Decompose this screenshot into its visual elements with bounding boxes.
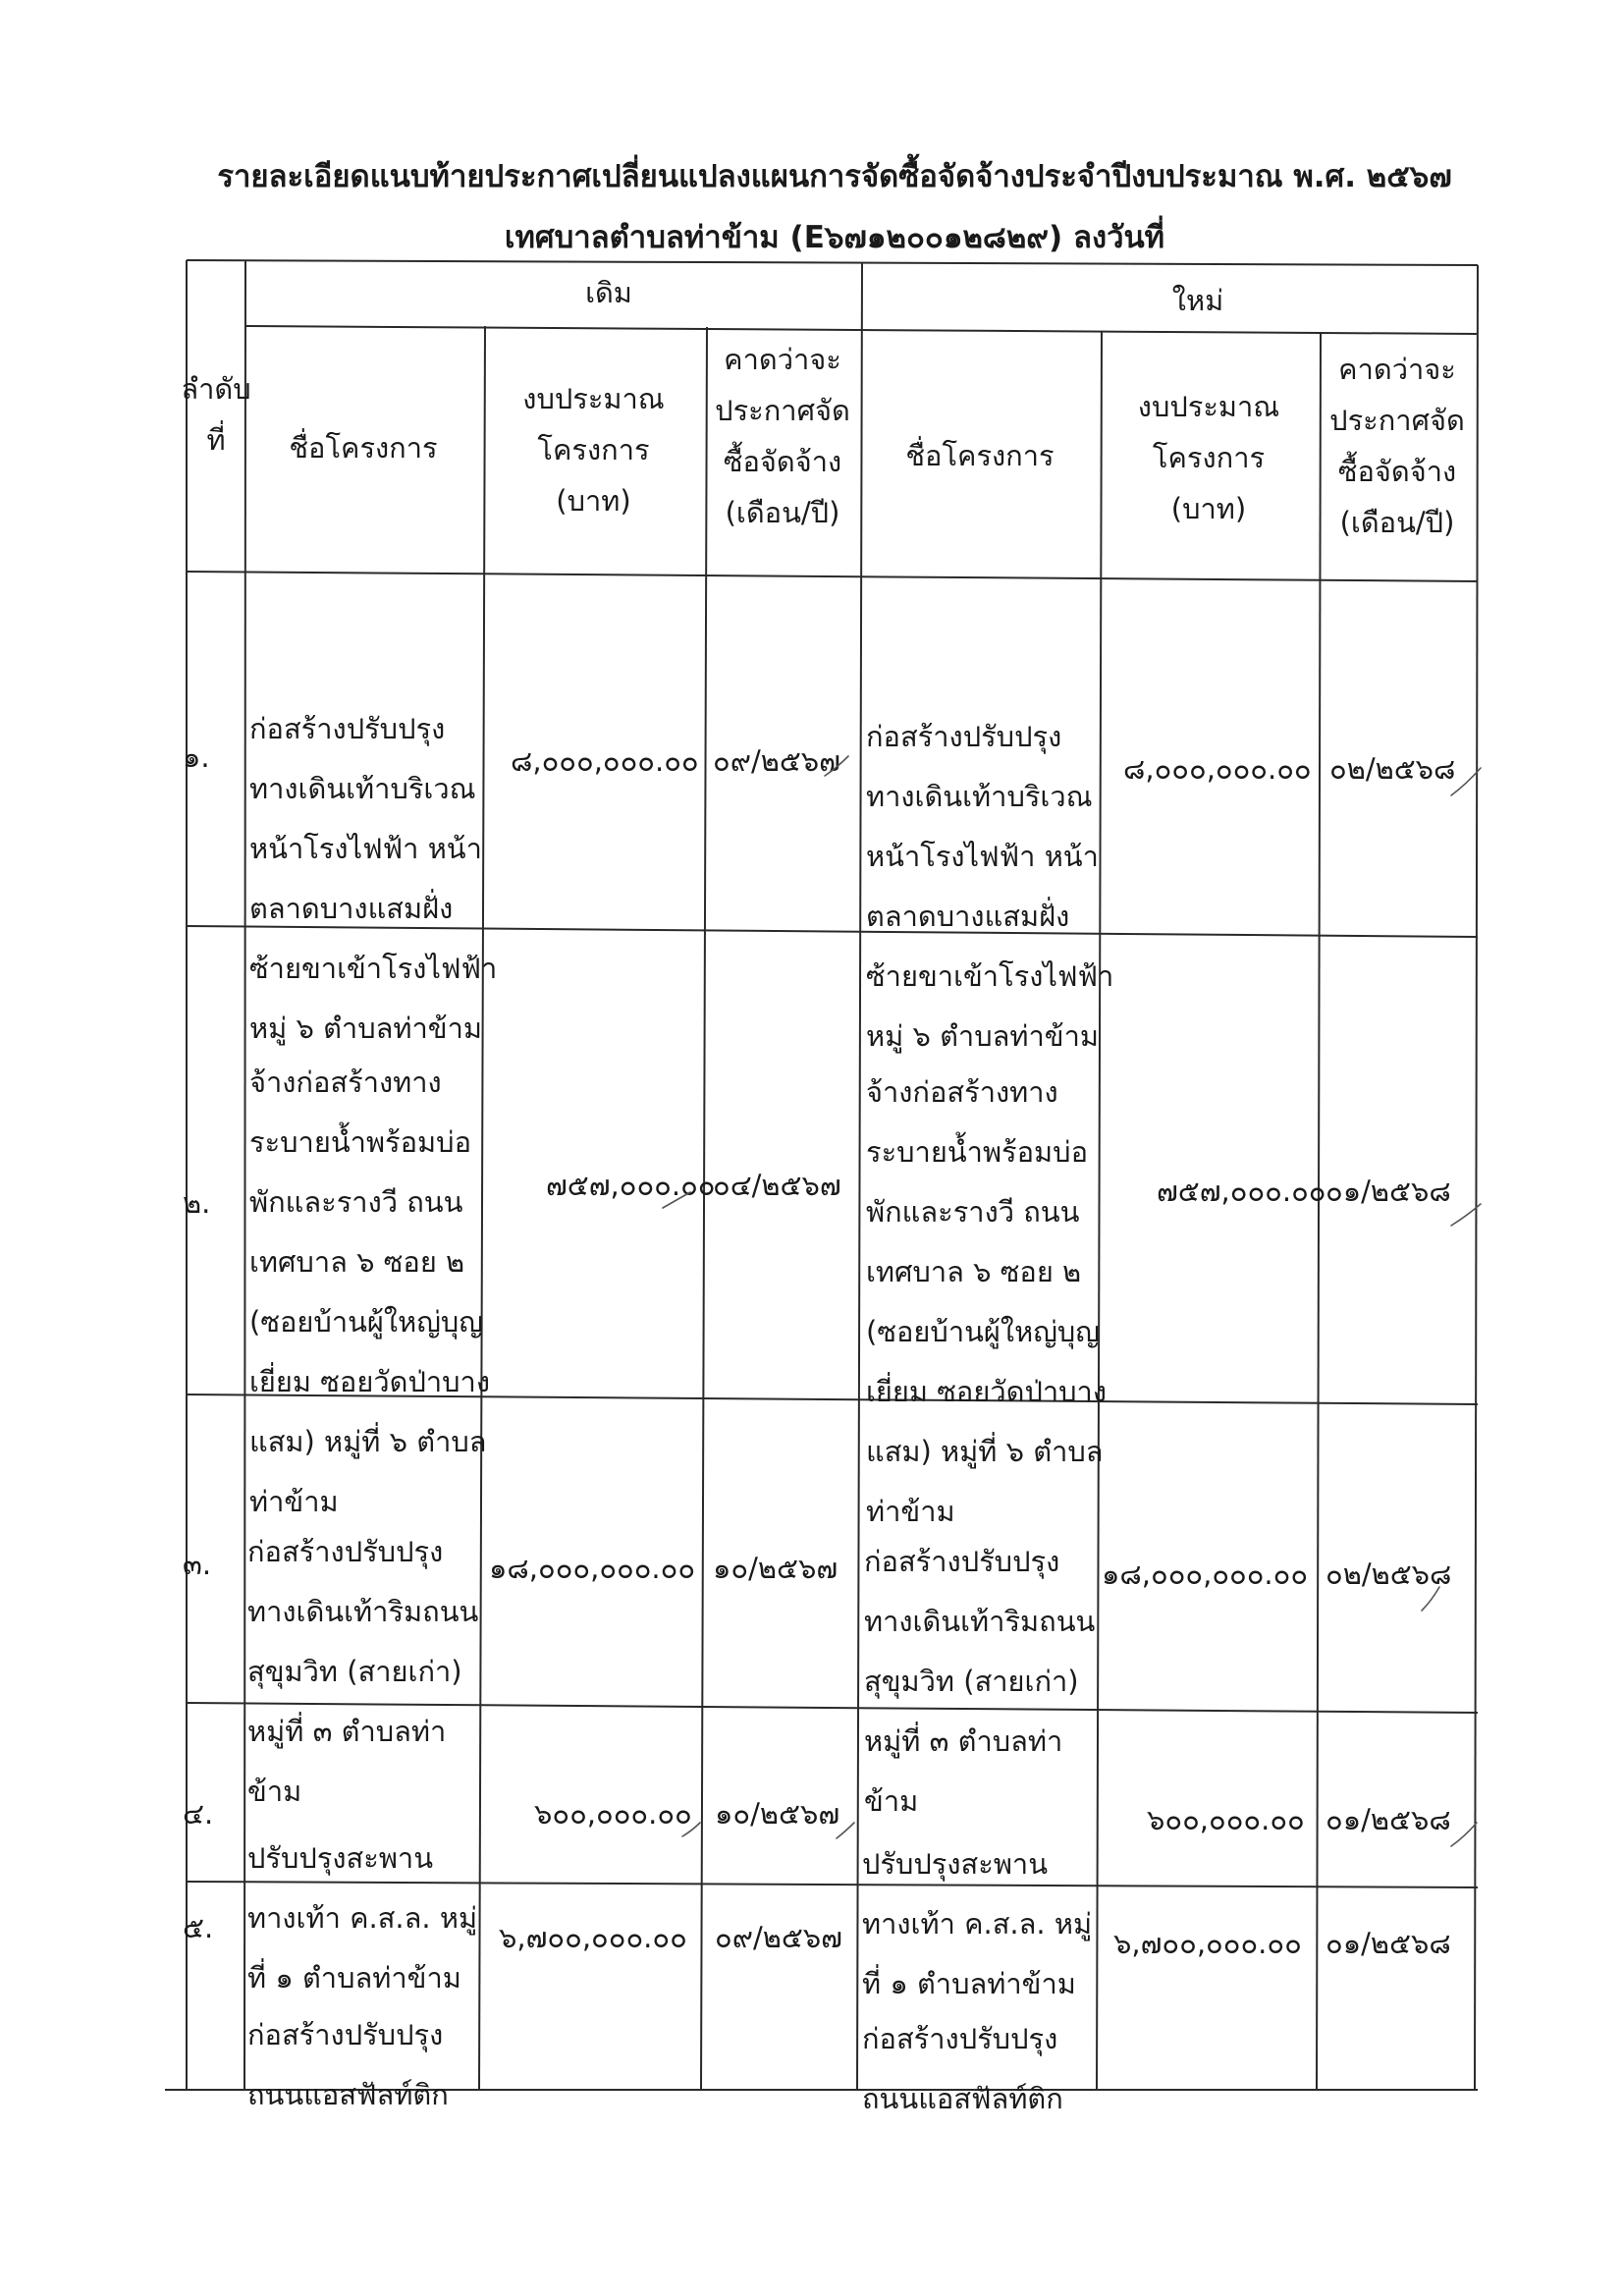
old-expected-header: คาดว่าจะ ประกาศจัด ซื้อจัดจ้าง (เดือน/ปี) <box>715 343 850 529</box>
new-expected-header: คาดว่าจะ ประกาศจัด ซื้อจัดจ้าง (เดือน/ปี) <box>1329 353 1465 539</box>
row-3-new-date: ๐๒/๒๕๖๘ <box>1325 1558 1452 1591</box>
old-group-header: เดิม <box>585 276 632 309</box>
row-1-new-date: ๐๒/๒๕๖๘ <box>1329 752 1456 786</box>
row-2-old-budget: ๗๕๗,๐๐๐.๐๐ <box>546 1169 716 1202</box>
row-2-new-name: จ้างก่อสร้างทาง ระบายน้ำพร้อมบ่อ พักและรางวี ถนน เทศบาล ๖ ซอย ๒ (ซอยบ้านผู้ใหญ่บุญ เยี่ยม ซอยวัดป่าบาง แสม) หมู่ที่ ๖ ตำบล ท่าข้าม <box>866 1075 1107 1528</box>
row-1-new-name: ก่อสร้างปรับปรุง ทางเดินเท้าบริเวณ หน้าโรงไฟฟ้า หน้า ตลาดบางแสมฝั่ง ซ้ายขาเข้าโรงไฟฟ้า หมู่ ๖ ตำบลท่าข้าม <box>866 720 1114 1053</box>
old-project-name-header: ชื่อโครงการ <box>289 431 438 465</box>
new-budget-header: งบประมาณ โครงการ (บาท) <box>1137 390 1280 525</box>
row-3-old-budget: ๑๘,๐๐๐,๐๐๐.๐๐ <box>489 1552 696 1585</box>
row-5-number: ๕. <box>183 1911 214 1944</box>
row-5-new-name: ก่อสร้างปรับปรุง ถนนแอสฟัลท์ติก <box>862 2022 1063 2115</box>
new-project-name-header: ชื่อโครงการ <box>905 439 1055 472</box>
order-header: ลำดับ ที่ <box>181 372 251 457</box>
row-4-new-budget: ๖๐๐,๐๐๐.๐๐ <box>1147 1803 1305 1836</box>
row-3-old-date: ๑๐/๒๕๖๗ <box>713 1552 839 1585</box>
row-4-new-date: ๐๑/๒๕๖๘ <box>1325 1803 1451 1836</box>
row-2-new-budget: ๗๕๗,๐๐๐.๐๐ <box>1157 1175 1326 1208</box>
row-4-old-date: ๑๐/๒๕๖๗ <box>715 1797 840 1831</box>
row-5-new-budget: ๖,๗๐๐,๐๐๐.๐๐ <box>1113 1927 1302 1960</box>
row-4-old-budget: ๖๐๐,๐๐๐.๐๐ <box>534 1797 692 1831</box>
row-2-new-date: ๐๑/๒๕๖๘ <box>1325 1175 1451 1208</box>
row-1-number: ๑. <box>183 740 210 774</box>
document-title: รายละเอียดแนบท้ายประกาศเปลี่ยนแปลงแผนการจัดซื้อจัดจ้างประจำปีงบประมาณ พ.ศ. ๒๕๖๗ <box>217 159 1452 194</box>
row-4-old-name: ปรับปรุงสะพาน ทางเท้า ค.ส.ล. หมู่ ที่ ๑ ตำบลท่าข้าม <box>247 1841 478 1995</box>
row-3-new-name: ก่อสร้างปรับปรุง ทางเดินเท้าริมถนน สุขุมวิท (สายเก่า) หมู่ที่ ๓ ตำบลท่า ข้าม <box>864 1545 1096 1818</box>
row-1-new-budget: ๘,๐๐๐,๐๐๐.๐๐ <box>1123 752 1312 786</box>
document-subtitle: เทศบาลตำบลท่าข้าม (E๖๗๑๒๐๐๑๒๘๒๙) ลงวันที่ <box>504 220 1165 255</box>
new-group-header: ใหม่ <box>1171 284 1224 317</box>
row-4-number: ๔. <box>183 1797 214 1831</box>
row-4-new-name: ปรับปรุงสะพาน ทางเท้า ค.ส.ล. หมู่ ที่ ๑ ตำบลท่าข้าม <box>862 1847 1093 2000</box>
row-2-old-name: จ้างก่อสร้างทาง ระบายน้ำพร้อมบ่อ พักและรางวี ถนน เทศบาล ๖ ซอย ๒ (ซอยบ้านผู้ใหญ่บุญ เยี่ยม ซอยวัดป่าบาง แสม) หมู่ที่ ๖ ตำบล ท่าข้าม <box>249 1066 490 1518</box>
row-1-old-name: ก่อสร้างปรับปรุง ทางเดินเท้าบริเวณ หน้าโรงไฟฟ้า หน้า ตลาดบางแสมฝั่ง ซ้ายขาเข้าโรงไฟฟ้า หมู่ ๖ ตำบลท่าข้าม <box>249 712 498 1045</box>
row-5-new-date: ๐๑/๒๕๖๘ <box>1325 1927 1451 1960</box>
row-1-old-date: ๐๙/๒๕๖๗ <box>713 744 840 778</box>
row-3-new-budget: ๑๘,๐๐๐,๐๐๐.๐๐ <box>1102 1558 1309 1591</box>
row-3-number: ๓. <box>183 1548 212 1581</box>
row-2-number: ๒. <box>183 1186 211 1220</box>
row-5-old-name: ก่อสร้างปรับปรุง ถนนแอสฟัลท์ติก <box>247 2018 449 2111</box>
row-1-old-budget: ๘,๐๐๐,๐๐๐.๐๐ <box>511 744 699 778</box>
row-2-old-date: ๐๔/๒๕๖๗ <box>713 1169 841 1202</box>
row-5-old-budget: ๖,๗๐๐,๐๐๐.๐๐ <box>499 1921 687 1954</box>
old-budget-header: งบประมาณ โครงการ (บาท) <box>522 382 665 518</box>
row-5-old-date: ๐๙/๒๕๖๗ <box>715 1921 842 1954</box>
row-3-old-name: ก่อสร้างปรับปรุง ทางเดินเท้าริมถนน สุขุมวิท (สายเก่า) หมู่ที่ ๓ ตำบลท่า ข้าม <box>247 1535 479 1808</box>
